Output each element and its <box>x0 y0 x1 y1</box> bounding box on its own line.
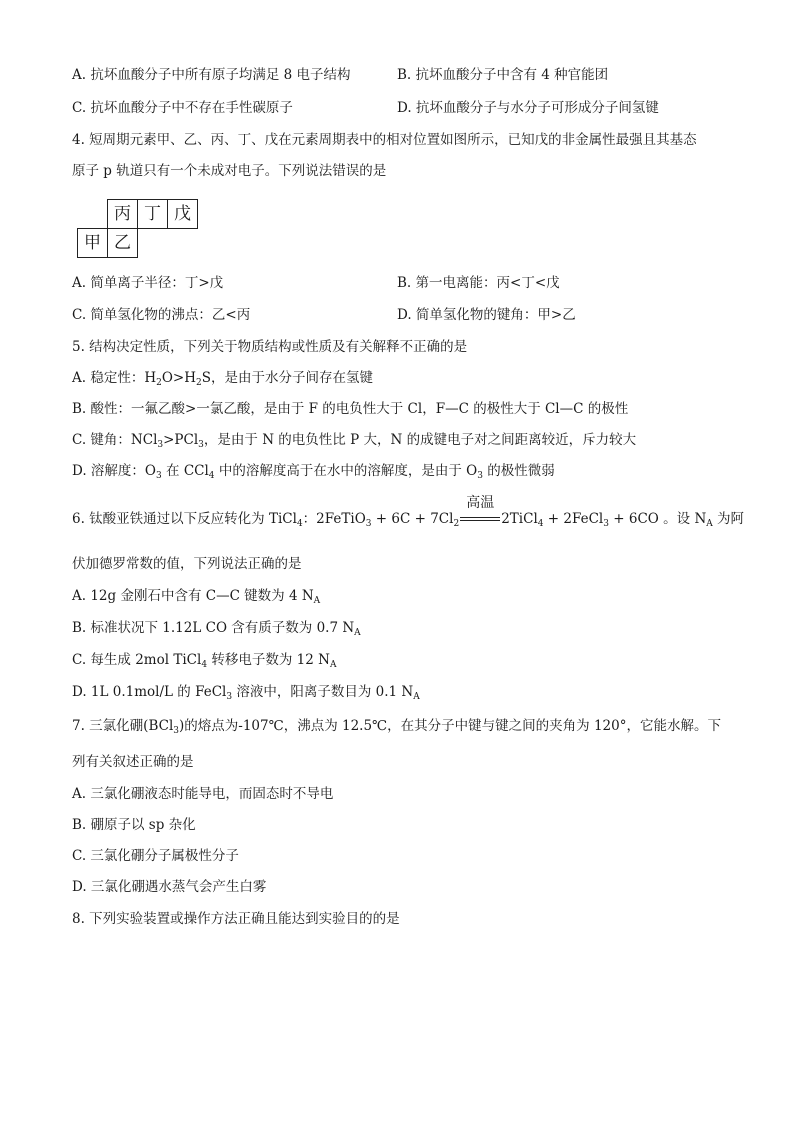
q7-option-c: C. 三氯化硼分子属极性分子 <box>72 848 239 864</box>
q3-option-c: C. 抗坏血酸分子中不存在手性碳原子 <box>72 100 293 116</box>
q5-option-a: A. 稳定性：$H_2O>H_2S$，是由于水分子间存在氢键 <box>72 370 373 388</box>
q6-option-c: C. 每生成 2mol TiCl$_4$ 转移电子数为 12 $N_A$ <box>72 652 337 670</box>
q8-stem: 8. 下列实验装置或操作方法正确且能达到实验目的的是 <box>72 911 400 927</box>
q4-option-d: D. 简单氢化物的键角：甲>乙 <box>397 307 576 323</box>
q6-option-b: B. 标准状况下 1.12L CO 含有质子数为 0.7 $N_A$ <box>72 620 361 638</box>
q5-option-d: D. 溶解度：$O_3$ 在 CCl$_4$ 中的溶解度高于在水中的溶解度，是由于 $O_3$ 的极性微弱 <box>72 463 555 481</box>
periodic-table-fragment <box>77 199 197 259</box>
q5-option-b: B. 酸性：一氟乙酸>一氯乙酸，是由于 F 的电负性大于 Cl，F—C 的极性大于 Cl—C 的极性 <box>72 401 629 417</box>
table-cell-wu: 戊 <box>167 199 198 229</box>
q4-option-b: B. 第一电离能：丙<丁<戊 <box>397 275 560 291</box>
table-cell-ding: 丁 <box>137 199 168 229</box>
reaction-equation: 2FeTiO$_3$ + $6C + 7Cl_2$ 高温 2TiCl$_4$ + 2FeCl$_3$ + 6CO 。设 $N_A$ 为阿 <box>316 495 745 529</box>
q3-option-a: A. 抗坏血酸分子中所有原子均满足 8 电子结构 <box>72 67 351 83</box>
table-cell-yi: 乙 <box>107 228 138 258</box>
q6-option-a: A. 12g 金刚石中含有 C—C 键数为 4 $N_A$ <box>72 588 321 606</box>
q4-option-c: C. 简单氢化物的沸点：乙<丙 <box>72 307 251 323</box>
q4-stem-line2: 原子 p 轨道只有一个未成对电子。下列说法错误的是 <box>72 163 387 179</box>
q3-option-d: D. 抗坏血酸分子与水分子可形成分子间氢键 <box>397 100 659 116</box>
q5-option-c: C. 键角：NCl$_3$>PCl$_3$，是由于 N 的电负性比 P 大，N 的成键电子对之间距离较近，斥力较大 <box>72 432 637 450</box>
reaction-condition: 高温 <box>466 495 495 511</box>
q6-stem-line2: 伏加德罗常数的值，下列说法正确的是 <box>72 556 302 572</box>
table-cell-jia: 甲 <box>77 228 108 258</box>
q7-option-d: D. 三氯化硼遇水蒸气会产生白雾 <box>72 879 267 895</box>
q4-stem-line1: 4. 短周期元素甲、乙、丙、丁、戊在元素周期表中的相对位置如图所示，已知戊的非金属性最强且其基态 <box>72 132 697 148</box>
equation-arrow <box>460 495 500 528</box>
q7-option-a: A. 三氯化硼液态时能导电，而固态时不导电 <box>72 786 334 802</box>
q4-option-a: A. 简单离子半径：丁>戊 <box>72 275 224 291</box>
q6-option-d: D. 1L 0.1mol/L 的 FeCl$_3$ 溶液中，阳离子数目为 0.1 $N_A$ <box>72 684 420 702</box>
q7-stem-line2: 列有关叙述正确的是 <box>72 754 194 770</box>
q5-stem: 5. 结构决定性质，下列关于物质结构或性质及有关解释不正确的是 <box>72 339 468 355</box>
q3-option-b: B. 抗坏血酸分子中含有 4 种官能团 <box>397 67 609 83</box>
table-cell-bing: 丙 <box>107 199 138 229</box>
q7-stem-line1: 7. 三氯化硼(BCl$_3$)的熔点为-107℃，沸点为 12.5℃，在其分子中键与键之间的夹角为 120°，它能水解。下 <box>72 718 721 736</box>
q7-option-b: B. 硼原子以 sp 杂化 <box>72 817 196 833</box>
q6-stem-line1: 6. 钛酸亚铁通过以下反应转化为 TiCl$_4$：2FeTiO$_3$ + $6C + 7Cl_2$ 高温 2TiCl$_4$ + 2FeCl$_3$ + 6CO 。设 $N_A$ 为阿 <box>72 495 745 529</box>
